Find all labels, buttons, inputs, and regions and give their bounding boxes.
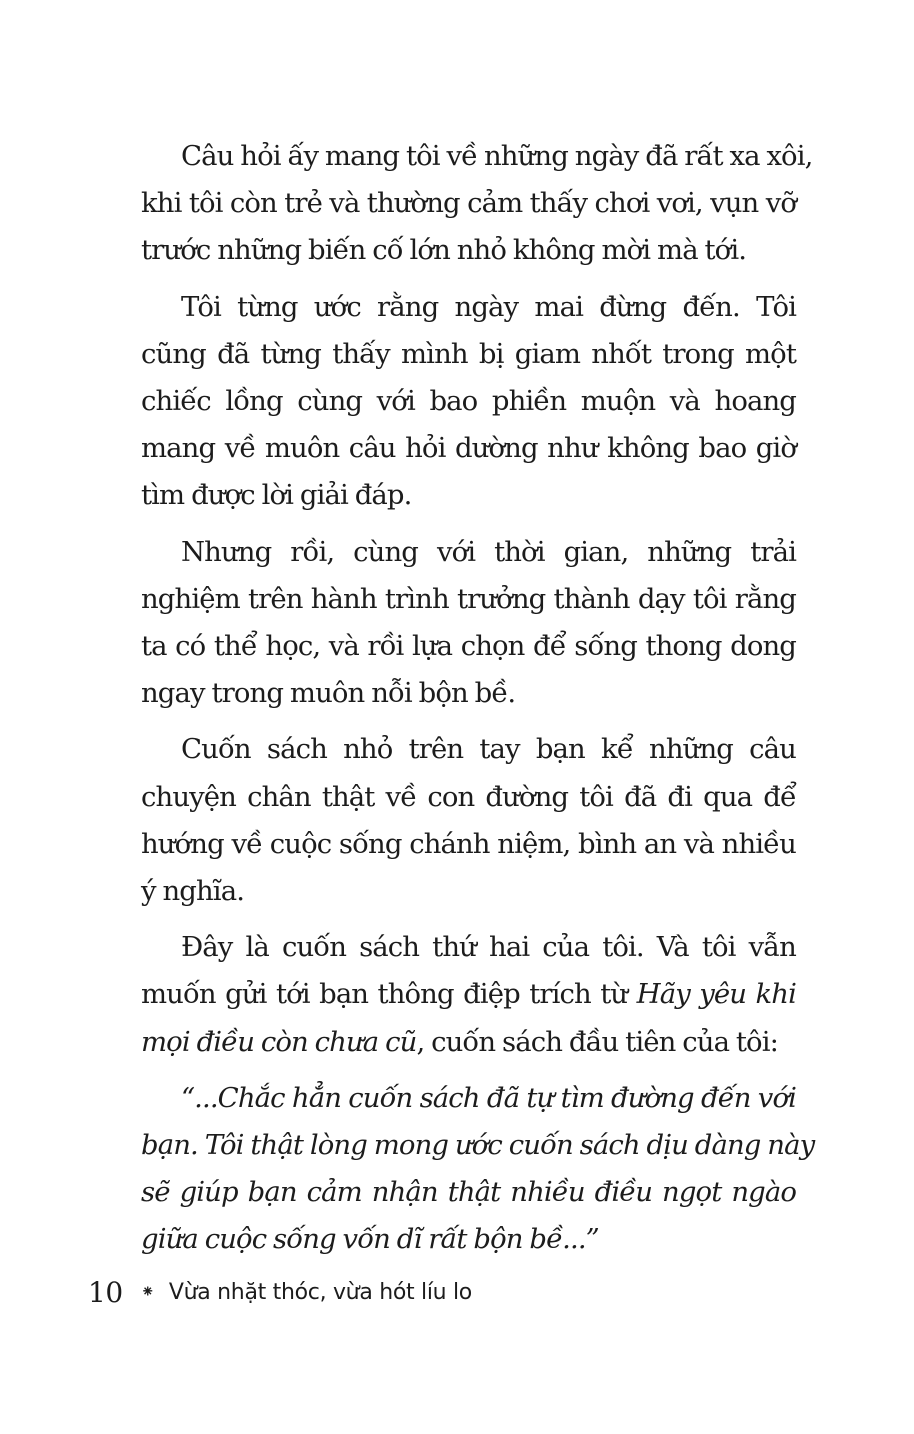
quote-line: “...Chắc hẳn cuốn sách đã tự tìm đường đến với (181, 1081, 796, 1114)
book-title-reference: mọi điều còn chưa cũ (141, 1025, 417, 1058)
page-footer (88, 1272, 472, 1312)
text-line (141, 1019, 796, 1066)
quote-line: sẽ giúp bạn cảm nhận thật nhiều điều ngọt ngào (141, 1176, 796, 1209)
text-line: mang về muôn câu hỏi dường như không bao giờ (141, 432, 796, 465)
text-line: ta có thể học, và rồi lựa chọn để sống thong dong (141, 630, 796, 663)
text-line: Đây là cuốn sách thứ hai của tôi. Và tôi vẫn (181, 931, 796, 964)
paragraph-2 (141, 284, 796, 520)
text-line: Cuốn sách nhỏ trên tay bạn kể những câu (181, 733, 796, 766)
text-line: chiếc lồng cùng với bao phiền muộn và hoang (141, 385, 796, 418)
quote-paragraph (141, 1075, 815, 1264)
page-body (141, 133, 815, 1273)
paragraph-1 (141, 133, 813, 275)
text-line: ý nghĩa. (141, 875, 245, 908)
text-segment: muốn gửi tới bạn thông điệp trích từ (141, 978, 637, 1011)
paragraph-5 (141, 924, 796, 1066)
text-line: tìm được lời giải đáp. (141, 479, 412, 512)
text-line: cũng đã từng thấy mình bị giam nhốt trong một (141, 337, 796, 370)
running-book-title: Vừa nhặt thóc, vừa hót líu lo (168, 1279, 472, 1305)
text-line: ngay trong muôn nỗi bộn bề. (141, 677, 516, 710)
book-title-reference: Hãy yêu khi (636, 978, 796, 1011)
asterism-separator-icon: ⁕ (140, 1282, 155, 1302)
paragraph-4 (141, 726, 796, 915)
text-line (141, 971, 796, 1018)
page-number: 10 (88, 1275, 123, 1309)
paragraph-3 (141, 529, 796, 718)
text-line: hướng về cuộc sống chánh niệm, bình an và nhiều (141, 827, 796, 860)
text-line: trước những biến cố lớn nhỏ không mời mà tới. (141, 234, 747, 267)
text-line: nghiệm trên hành trình trưởng thành dạy tôi rằng (141, 582, 796, 615)
quote-line: giữa cuộc sống vốn dĩ rất bộn bề...” (141, 1223, 599, 1256)
text-line: khi tôi còn trẻ và thường cảm thấy chơi vơi, vụn vỡ (141, 187, 796, 220)
text-segment: , cuốn sách đầu tiên của tôi: (416, 1025, 778, 1058)
quote-line: bạn. Tôi thật lòng mong ước cuốn sách dịu dàng này (141, 1129, 815, 1162)
text-line: Câu hỏi ấy mang tôi về những ngày đã rất xa xôi, (181, 140, 813, 172)
text-line: Tôi từng ước rằng ngày mai đừng đến. Tôi (181, 290, 796, 323)
text-line: Nhưng rồi, cùng với thời gian, những trải (181, 535, 796, 568)
text-line: chuyện chân thật về con đường tôi đã đi qua để (141, 780, 796, 813)
